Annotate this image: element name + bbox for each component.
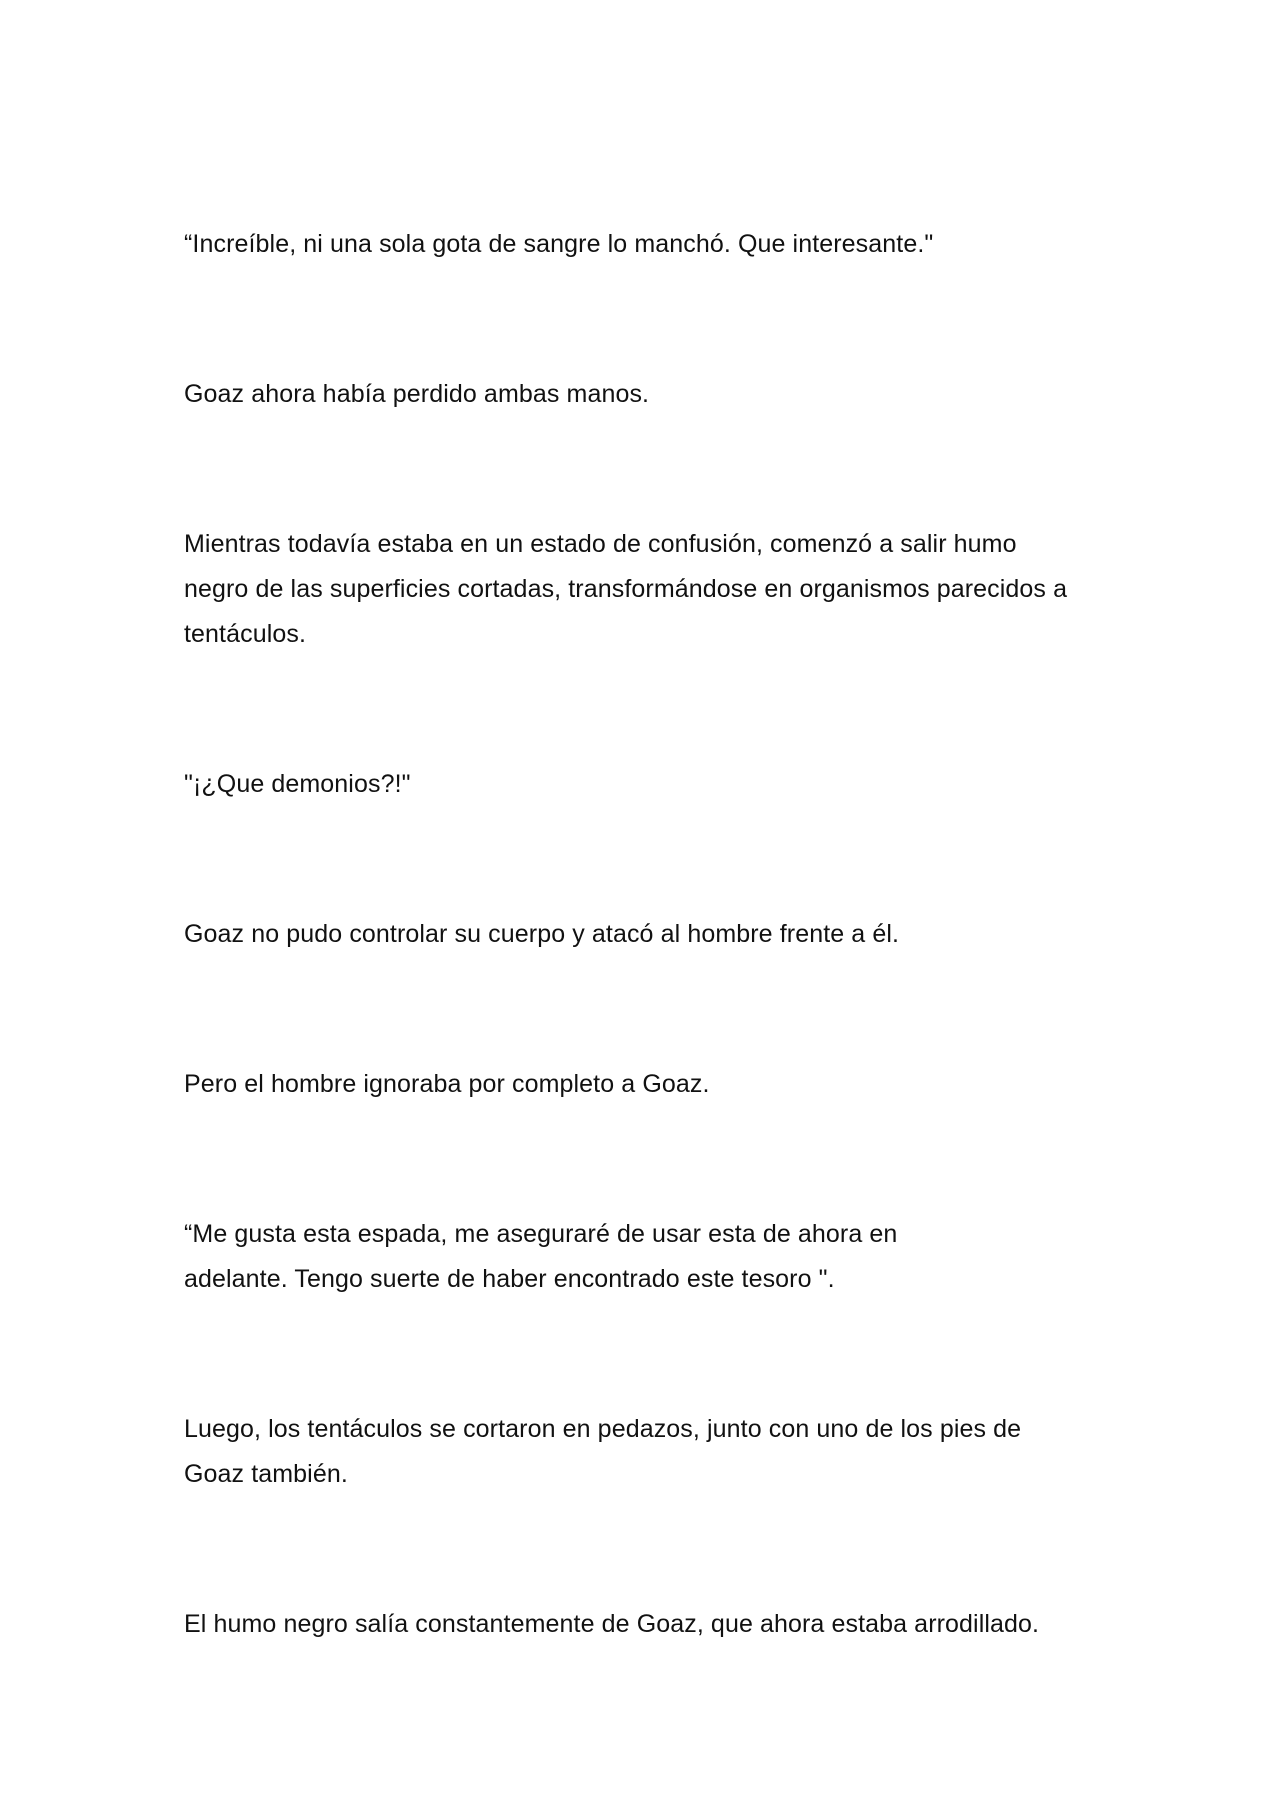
text-line: Mientras todavía estaba en un estado de confusión, comenzó a salir humo: [184, 530, 1017, 558]
paragraph-5: [184, 912, 1114, 957]
text-line: tentáculos.: [184, 620, 307, 648]
paragraph-6: [184, 1062, 1114, 1107]
text-line: “Increíble, ni una sola gota de sangre lo manchó. Que interesante.": [184, 230, 934, 258]
paragraph-3: [184, 522, 1114, 657]
paragraph-1: [184, 222, 1114, 267]
text-line: negro de las superficies cortadas, transformándose en organismos parecidos a: [184, 575, 1068, 603]
text-line: Goaz no pudo controlar su cuerpo y atacó al hombre frente a él.: [184, 920, 900, 948]
text-line: adelante. Tengo suerte de haber encontrado este tesoro ".: [184, 1265, 835, 1293]
paragraph-7: [184, 1212, 1114, 1302]
text-line: "¡¿Que demonios?!": [184, 770, 411, 798]
paragraph-4: [184, 762, 1114, 807]
text-line: Luego, los tentáculos se cortaron en pedazos, junto con uno de los pies de: [184, 1415, 1022, 1443]
text-line: “Me gusta esta espada, me aseguraré de usar esta de ahora en: [184, 1220, 898, 1248]
text-line: Goaz ahora había perdido ambas manos.: [184, 380, 650, 408]
text-line: El humo negro salía constantemente de Goaz, que ahora estaba arrodillado.: [184, 1610, 1040, 1638]
paragraph-9: [184, 1602, 1114, 1647]
paragraph-8: [184, 1407, 1114, 1497]
text-line: Goaz también.: [184, 1460, 348, 1488]
paragraph-2: [184, 372, 1114, 417]
text-line: Pero el hombre ignoraba por completo a Goaz.: [184, 1070, 710, 1098]
